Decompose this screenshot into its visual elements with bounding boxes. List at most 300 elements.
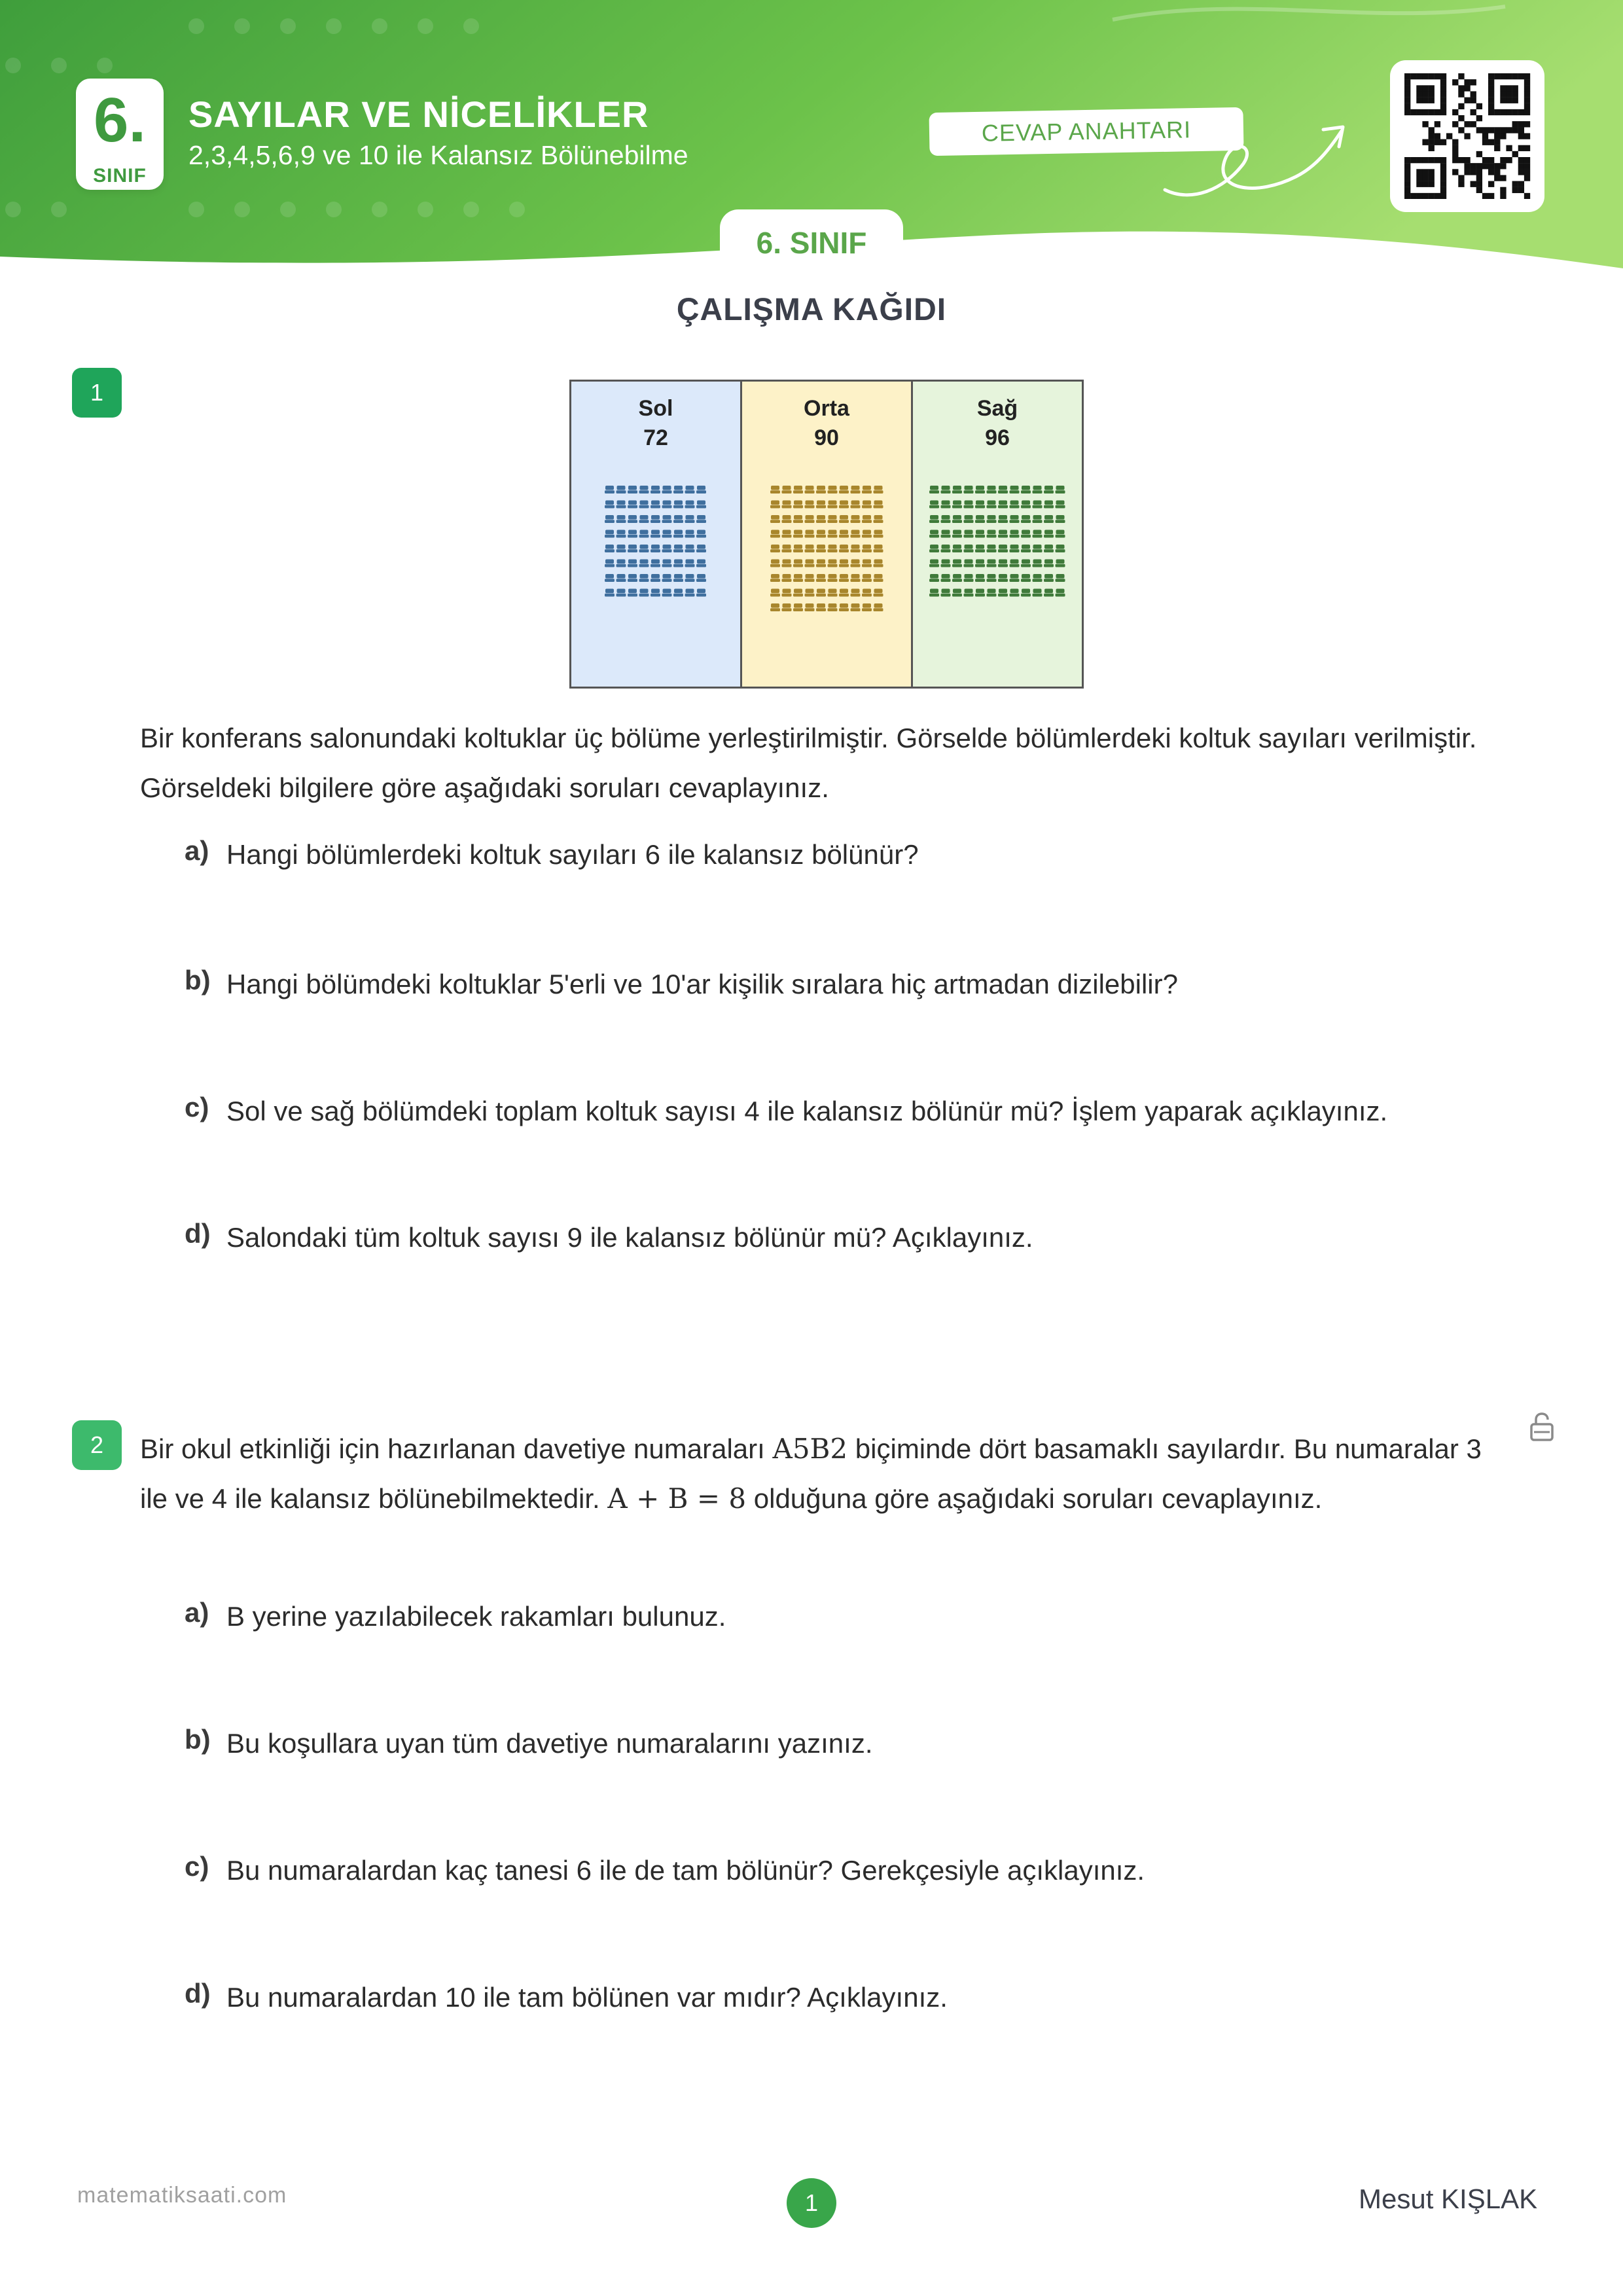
qr-module [1488, 181, 1494, 187]
seat-icon [816, 515, 826, 523]
seat-icon [696, 501, 706, 509]
seat-icon [685, 501, 695, 509]
qr-module [1524, 163, 1530, 169]
qr-module [1482, 133, 1488, 139]
seat-icon [850, 560, 860, 567]
seat-icon [639, 589, 649, 597]
seat-icon [952, 515, 962, 523]
seat-icon [770, 560, 780, 567]
qr-module [1482, 127, 1488, 133]
seat-icon [651, 545, 660, 552]
seat-icon [673, 486, 683, 493]
qr-module [1524, 103, 1530, 109]
qr-module [1464, 98, 1470, 103]
seat-icon [873, 574, 883, 582]
seat-icon [952, 589, 962, 597]
seat-icon [929, 545, 939, 552]
qr-module [1416, 175, 1422, 181]
seat-icon [1010, 530, 1020, 538]
seat-grid-sol [571, 483, 740, 601]
qr-module [1435, 193, 1440, 199]
seat-icon [770, 603, 780, 611]
seat-icon [781, 501, 791, 509]
seat-icon [998, 501, 1008, 509]
seat-icon [1044, 530, 1054, 538]
seat-icon [605, 501, 615, 509]
seat-icon [673, 574, 683, 582]
seat-icon [628, 574, 637, 582]
qr-module [1440, 169, 1446, 175]
seat-icon [929, 574, 939, 582]
seat-icon [1056, 515, 1065, 523]
seat-icon [862, 560, 872, 567]
qr-module [1429, 73, 1435, 79]
qr-module [1422, 169, 1428, 175]
part-text: B yerine yazılabilecek rakamları bulunuz. [226, 1601, 726, 1632]
qr-module [1452, 121, 1458, 127]
qr-module [1482, 163, 1488, 169]
qr-module [1452, 109, 1458, 115]
qr-module [1524, 175, 1530, 181]
seat-icon [873, 589, 883, 597]
qr-module [1404, 193, 1410, 199]
seat-icon [827, 603, 837, 611]
seat-icon [964, 545, 974, 552]
qr-module [1488, 98, 1494, 103]
seats-sag [929, 483, 1066, 601]
qr-module [1410, 109, 1416, 115]
seat-icon [1010, 589, 1020, 597]
qr-module [1476, 115, 1482, 121]
qr-module [1404, 109, 1410, 115]
qr-module [1524, 91, 1530, 97]
qr-module [1446, 133, 1452, 139]
qr-module [1512, 109, 1518, 115]
seat-icon [662, 501, 672, 509]
seat-icon [628, 560, 637, 567]
part-label: d) [185, 1218, 211, 1249]
seat-icon [850, 574, 860, 582]
qr-module [1440, 187, 1446, 193]
seat-icon [975, 515, 985, 523]
qr-module [1512, 121, 1518, 127]
seat-icon [929, 560, 939, 567]
seat-icon [964, 589, 974, 597]
seat-icon [639, 545, 649, 552]
seat-icon [685, 574, 695, 582]
question-number-1: 1 [72, 368, 122, 418]
qr-module [1404, 85, 1410, 91]
seat-icon [816, 530, 826, 538]
qr-module [1524, 157, 1530, 163]
part-label: b) [185, 965, 211, 996]
qr-module [1488, 163, 1494, 169]
seat-icon [639, 530, 649, 538]
seat-icon [1044, 545, 1054, 552]
qr-module [1488, 139, 1494, 145]
seat-icon [850, 545, 860, 552]
seat-icon [639, 560, 649, 567]
seat-icon [793, 530, 803, 538]
seat-icon [873, 603, 883, 611]
qr-module [1404, 169, 1410, 175]
seat-icon [781, 530, 791, 538]
qr-module [1440, 98, 1446, 103]
qr-module [1500, 73, 1506, 79]
seat-icon [998, 545, 1008, 552]
seat-icon [1044, 560, 1054, 567]
qr-module [1422, 139, 1428, 145]
qr-module [1506, 85, 1512, 91]
seat-icon [873, 515, 883, 523]
qr-module [1518, 187, 1524, 193]
seat-icon [952, 545, 962, 552]
qr-module [1524, 98, 1530, 103]
qr-module [1404, 187, 1410, 193]
seat-icon [1044, 589, 1054, 597]
seat-icon [781, 589, 791, 597]
part-text: Bu koşullara uyan tüm davetiye numaralarını yazınız. [226, 1728, 873, 1759]
seat-icon [804, 501, 814, 509]
seating-figure [569, 380, 1084, 689]
qr-module [1404, 91, 1410, 97]
seat-icon [1056, 486, 1065, 493]
seat-icon [696, 486, 706, 493]
seat-icon [673, 530, 683, 538]
seat-icon [793, 515, 803, 523]
seat-icon [850, 515, 860, 523]
qr-module [1440, 91, 1446, 97]
seat-icon [929, 515, 939, 523]
part-text: Bu numaralardan kaç tanesi 6 ile de tam bölünür? Gerekçesiyle açıklayınız. [226, 1855, 1145, 1886]
seat-icon [1010, 486, 1020, 493]
seat-icon [804, 589, 814, 597]
seat-icon [941, 515, 951, 523]
seat-icon [651, 530, 660, 538]
qr-module [1488, 85, 1494, 91]
qr-module [1471, 79, 1476, 85]
part-text: Hangi bölümlerdeki koltuk sayıları 6 ile kalansız bölünür? [226, 839, 919, 870]
qr-module [1429, 98, 1435, 103]
qr-module [1440, 157, 1446, 163]
qr-module [1416, 91, 1422, 97]
seat-icon [1056, 574, 1065, 582]
seat-icon [975, 545, 985, 552]
qr-module [1429, 127, 1435, 133]
seat-icon [673, 589, 683, 597]
qr-module [1488, 193, 1494, 199]
seat-icon [1056, 530, 1065, 538]
seat-icon [662, 486, 672, 493]
seat-icon [1044, 501, 1054, 509]
qr-module [1524, 133, 1530, 139]
qr-module [1452, 151, 1458, 157]
qr-module [1476, 151, 1482, 157]
qr-module [1464, 157, 1470, 163]
section-name: Sol [638, 396, 673, 421]
seat-icon [628, 501, 637, 509]
seat-icon [662, 589, 672, 597]
seat-icon [685, 589, 695, 597]
seat-icon [605, 515, 615, 523]
seat-icon [987, 501, 997, 509]
seat-icon [628, 589, 637, 597]
qr-module [1464, 121, 1470, 127]
qr-module [1422, 91, 1428, 97]
qr-module [1476, 187, 1482, 193]
seat-icon [1021, 574, 1031, 582]
footer-website[interactable]: matematiksaati.com [77, 2183, 287, 2208]
seat-icon [839, 574, 849, 582]
qr-module [1476, 181, 1482, 187]
qr-module [1422, 98, 1428, 103]
seat-icon [1044, 486, 1054, 493]
seat-icon [873, 545, 883, 552]
qr-module [1464, 163, 1470, 169]
seat-icon [770, 530, 780, 538]
qr-module [1458, 103, 1464, 109]
qr-module [1410, 73, 1416, 79]
seat-icon [862, 574, 872, 582]
qr-module [1500, 91, 1506, 97]
question-1-text: Bir konferans salonundaki koltuklar üç bölüme yerleştirilmiştir. Görselde bölümlerdeki koltuk sayıları verilmiştir. Görseldeki bilgilere göre aşağıdaki soruları cevaplayınız. [140, 723, 1477, 803]
seat-icon [873, 530, 883, 538]
qr-module [1471, 109, 1476, 115]
qr-module [1512, 91, 1518, 97]
seat-icon [816, 545, 826, 552]
qr-module [1440, 73, 1446, 79]
qr-code[interactable] [1390, 60, 1544, 212]
qr-module [1429, 175, 1435, 181]
seat-icon [793, 589, 803, 597]
qr-module [1518, 163, 1524, 169]
qr-module [1482, 139, 1488, 145]
qr-module [1518, 157, 1524, 163]
seat-icon [628, 515, 637, 523]
class-tab-label: 6. SINIF [756, 226, 867, 260]
seat-icon [639, 515, 649, 523]
seat-icon [804, 530, 814, 538]
qr-module [1518, 73, 1524, 79]
seat-icon [605, 486, 615, 493]
seat-icon [862, 530, 872, 538]
seat-icon [827, 560, 837, 567]
seat-icon [804, 486, 814, 493]
qr-module [1458, 115, 1464, 121]
seat-icon [975, 589, 985, 597]
grade-badge [76, 79, 164, 190]
qr-module [1416, 73, 1422, 79]
seat-icon [685, 560, 695, 567]
qr-module [1429, 109, 1435, 115]
seat-icon [941, 574, 951, 582]
seat-icon [964, 560, 974, 567]
seats-sol [604, 483, 707, 601]
qr-module [1440, 103, 1446, 109]
seat-icon [952, 486, 962, 493]
qr-module [1494, 163, 1500, 169]
qr-module [1494, 73, 1500, 79]
seat-grid-sag [913, 483, 1082, 601]
seat-icon [1021, 530, 1031, 538]
qr-module [1524, 79, 1530, 85]
part-label: c) [185, 1092, 209, 1122]
seat-icon [964, 515, 974, 523]
section-name: Orta [804, 396, 849, 421]
qr-module [1458, 73, 1464, 79]
seat-icon [998, 574, 1008, 582]
qr-module [1488, 79, 1494, 85]
seat-icon [827, 530, 837, 538]
seat-icon [1044, 515, 1054, 523]
seat-icon [793, 560, 803, 567]
question-2-text-part: olduğuna göre aşağıdaki soruları cevaplayınız. [746, 1483, 1323, 1514]
lock-icon[interactable] [1529, 1411, 1555, 1443]
seat-icon [781, 515, 791, 523]
seat-icon [628, 530, 637, 538]
qr-module [1518, 145, 1524, 151]
qr-module [1500, 98, 1506, 103]
qr-module [1410, 157, 1416, 163]
seat-icon [1044, 574, 1054, 582]
seat-icon [816, 603, 826, 611]
seat-icon [827, 545, 837, 552]
seat-icon [793, 603, 803, 611]
qr-module [1458, 175, 1464, 181]
qr-module [1440, 163, 1446, 169]
seat-icon [873, 560, 883, 567]
qr-module [1500, 127, 1506, 133]
seat-icon [1010, 545, 1020, 552]
seat-icon [964, 486, 974, 493]
seat-icon [964, 574, 974, 582]
seat-icon [696, 574, 706, 582]
qr-module [1524, 169, 1530, 175]
seat-icon [696, 530, 706, 538]
seat-icon [873, 501, 883, 509]
seat-icon [804, 574, 814, 582]
grade-label: SINIF [93, 165, 147, 187]
seat-icon [839, 589, 849, 597]
math-a5b2: A5B2 [772, 1433, 848, 1465]
qr-module [1512, 151, 1518, 157]
sheet-title: ÇALIŞMA KAĞIDI [676, 293, 947, 327]
seat-icon [781, 574, 791, 582]
qr-module [1422, 85, 1428, 91]
qr-module [1494, 175, 1500, 181]
unit-subtitle: 2,3,4,5,6,9 ve 10 ile Kalansız Bölünebilme [188, 140, 688, 170]
qr-module [1494, 133, 1500, 139]
seat-icon [1010, 574, 1020, 582]
qr-module [1488, 157, 1494, 163]
seat-icon [616, 545, 626, 552]
seat-icon [964, 501, 974, 509]
seat-icon [827, 589, 837, 597]
seat-icon [804, 560, 814, 567]
question-2-text-part: biçiminde dört basamaklı sayılardır. Bu numaralar 3 ile ve 4 ile kalansız bölünebilmektedir. [140, 1433, 1482, 1514]
seat-icon [605, 545, 615, 552]
question-number-2: 2 [72, 1420, 122, 1470]
seat-icon [816, 589, 826, 597]
qr-module [1440, 85, 1446, 91]
qr-module [1458, 181, 1464, 187]
seat-icon [862, 501, 872, 509]
qr-module [1494, 139, 1500, 145]
seat-icon [987, 515, 997, 523]
seat-icon [1056, 589, 1065, 597]
qr-module [1404, 73, 1410, 79]
qr-module [1500, 133, 1506, 139]
seat-icon [827, 574, 837, 582]
qr-module [1404, 181, 1410, 187]
seat-icon [873, 486, 883, 493]
qr-module [1518, 169, 1524, 175]
seat-icon [941, 589, 951, 597]
seat-icon [839, 560, 849, 567]
qr-module [1429, 193, 1435, 199]
seat-icon [662, 545, 672, 552]
qr-module [1494, 127, 1500, 133]
seat-icon [839, 501, 849, 509]
seat-icon [850, 589, 860, 597]
seat-icon [770, 486, 780, 493]
seat-icon [929, 501, 939, 509]
seat-icon [696, 515, 706, 523]
seat-icon [685, 530, 695, 538]
seat-icon [839, 486, 849, 493]
seat-icon [1033, 486, 1043, 493]
page-number: 1 [787, 2178, 836, 2228]
seat-icon [696, 589, 706, 597]
question-2-text [140, 1424, 1501, 1524]
qr-module [1471, 121, 1476, 127]
qr-module [1500, 157, 1506, 163]
seat-icon [793, 486, 803, 493]
qr-module [1416, 109, 1422, 115]
seat-icon [770, 574, 780, 582]
seat-icon [1021, 560, 1031, 567]
seat-icon [1021, 501, 1031, 509]
qr-module [1464, 85, 1470, 91]
qr-module [1524, 109, 1530, 115]
qr-module [1458, 85, 1464, 91]
seat-icon [987, 486, 997, 493]
seat-icon [862, 486, 872, 493]
seat-icon [975, 501, 985, 509]
seat-icon [685, 515, 695, 523]
seat-icon [987, 574, 997, 582]
seat-icon [605, 589, 615, 597]
seat-icon [662, 515, 672, 523]
qr-module [1476, 175, 1482, 181]
qr-module [1458, 127, 1464, 133]
qr-module [1518, 127, 1524, 133]
seat-icon [850, 501, 860, 509]
qr-module [1482, 193, 1488, 199]
section-orta [742, 382, 913, 687]
seat-icon [770, 545, 780, 552]
qr-module [1429, 145, 1435, 151]
qr-module [1435, 133, 1440, 139]
seat-icon [941, 560, 951, 567]
qr-module [1518, 121, 1524, 127]
qr-module [1440, 79, 1446, 85]
seat-icon [685, 486, 695, 493]
qr-module [1416, 157, 1422, 163]
qr-module [1404, 175, 1410, 181]
seat-icon [639, 501, 649, 509]
part-text: Bu numaralardan 10 ile tam bölünen var mıdır? Açıklayınız. [226, 1982, 948, 2013]
